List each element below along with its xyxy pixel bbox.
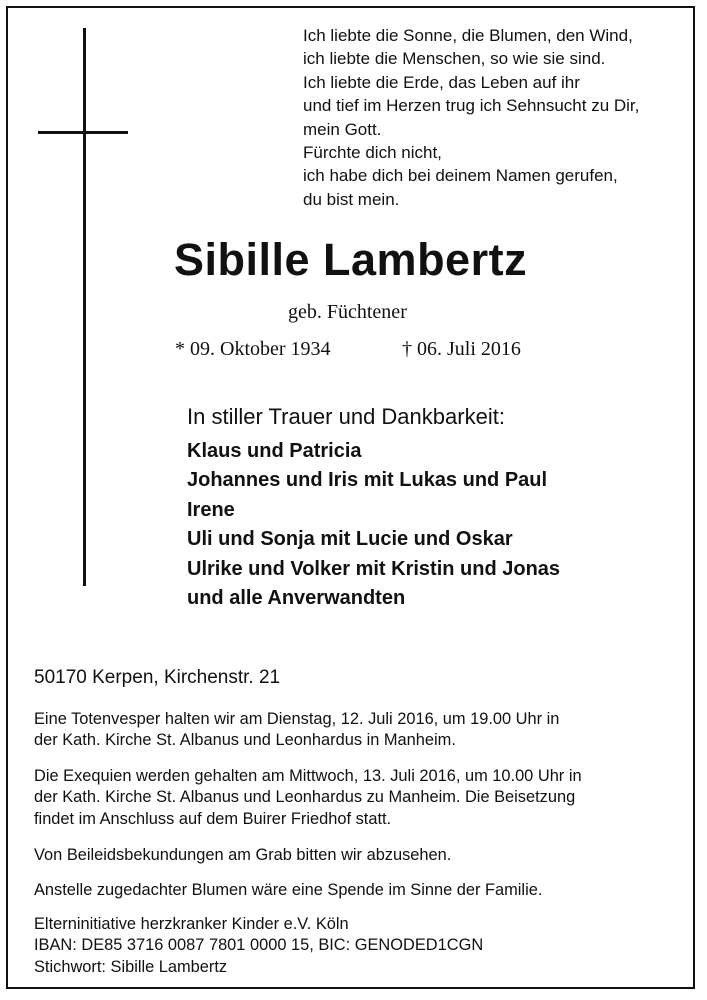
family-address: 50170 Kerpen, Kirchenstr. 21 xyxy=(34,667,281,688)
mourner-line: Irene xyxy=(187,498,235,521)
maiden-name: geb. Füchtener xyxy=(288,301,407,323)
notice-line: Elterninitiative herzkranker Kinder e.V. Köln xyxy=(34,915,349,933)
poem-line: und tief im Herzen trug ich Sehnsucht zu Dir, xyxy=(303,96,640,116)
cross-icon xyxy=(83,28,86,586)
notice-line: Stichwort: Sibille Lambertz xyxy=(34,957,228,976)
poem-line: ich habe dich bei deinem Namen gerufen, xyxy=(303,166,618,186)
birth-date: * 09. Oktober 1934 xyxy=(175,338,331,360)
mourner-line: Uli und Sonja mit Lucie und Oskar xyxy=(187,528,513,551)
notice-line: Anstelle zugedachter Blumen wäre eine Spende im Sinne der Familie. xyxy=(34,881,543,899)
notice-line: findet im Anschluss auf dem Buirer Friedhof statt. xyxy=(34,809,392,828)
flowers-notice xyxy=(34,880,542,901)
vespers-notice xyxy=(34,709,559,752)
death-date: † 06. Juli 2016 xyxy=(402,338,521,360)
poem-line: mein Gott. xyxy=(303,119,382,139)
donation-notice xyxy=(34,914,483,978)
notice-line: Von Beileidsbekundungen am Grab bitten wir abzusehen. xyxy=(34,846,452,864)
notice-line: der Kath. Kirche St. Albanus und Leonhardus in Manheim. xyxy=(34,731,456,750)
mourner-line: Ulrike und Volker mit Kristin und Jonas xyxy=(187,557,561,580)
poem-line: Ich liebte die Erde, das Leben auf ihr xyxy=(303,72,580,92)
cross-icon-bar xyxy=(38,131,128,134)
notice-line: IBAN: DE85 3716 0087 7801 0000 15, BIC: GENODED1CGN xyxy=(34,936,484,955)
poem xyxy=(303,24,639,211)
deceased-name: Sibille Lambertz xyxy=(174,234,528,285)
mourner-line: Johannes und Iris mit Lukas und Paul xyxy=(187,469,548,492)
poem-line: ich liebte die Menschen, so wie sie sind. xyxy=(303,49,606,69)
poem-line: du bist mein. xyxy=(303,189,400,209)
poem-line: Fürchte dich nicht, xyxy=(303,143,442,163)
notice-line: Eine Totenvesper halten wir am Dienstag, 12. Juli 2016, um 19.00 Uhr in xyxy=(34,710,560,728)
condolences-notice xyxy=(34,845,451,866)
notice-line: der Kath. Kirche St. Albanus und Leonhardus zu Manheim. Die Beisetzung xyxy=(34,788,576,807)
mourners-list xyxy=(187,437,560,613)
exequies-notice xyxy=(34,766,582,830)
mourners-heading: In stiller Trauer und Dankbarkeit: xyxy=(187,404,505,429)
mourner-line: Klaus und Patricia xyxy=(187,440,362,462)
poem-line: Ich liebte die Sonne, die Blumen, den Wind, xyxy=(303,26,633,45)
mourner-line: und alle Anverwandten xyxy=(187,587,406,610)
notice-line: Die Exequien werden gehalten am Mittwoch, 13. Juli 2016, um 10.00 Uhr in xyxy=(34,767,582,785)
